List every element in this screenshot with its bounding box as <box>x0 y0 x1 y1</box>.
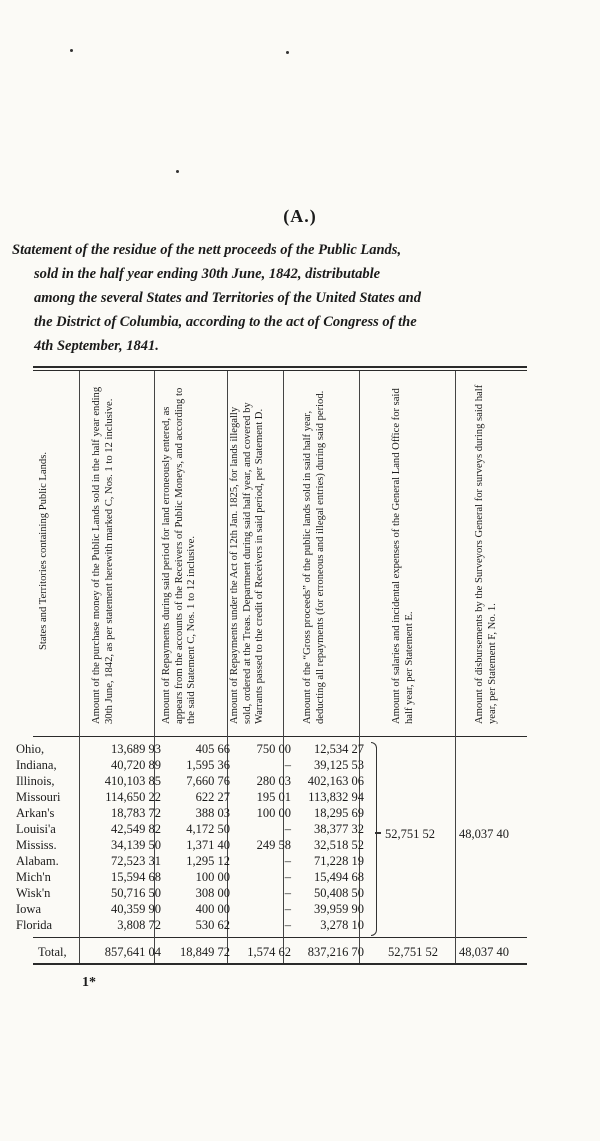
state-name: Louisi'a <box>16 822 56 836</box>
state-name: Alabam. <box>16 854 59 868</box>
column-header-salaries: Amount of salaries and incidental expenses of the General Land Office for said half year, per Statement E. <box>391 388 415 724</box>
cell-repayments-erroneous: 7,660 76 <box>186 774 230 788</box>
cell-repayments-erroneous: 388 03 <box>195 806 230 820</box>
cell-gross-proceeds: 3,278 10 <box>320 918 364 932</box>
cell-purchase: 18,783 72 <box>111 806 161 820</box>
cell-gross-proceeds: 50,408 50 <box>314 886 364 900</box>
cell-repayments-act: – <box>284 822 291 836</box>
cell-gross-proceeds: 402,163 06 <box>307 774 364 788</box>
column-header-surveyors: Amount of disbursements by the Surveyors General for surveys during said half year, per Statement F, No. 1. <box>474 384 498 724</box>
statement-line: among the several States and Territories of the United States and <box>34 290 421 306</box>
cell-repayments-act: 100 00 <box>256 806 291 820</box>
cell-repayments-act: – <box>284 854 291 868</box>
cell-repayments-erroneous: 405 66 <box>195 742 230 756</box>
cell-repayments-act: – <box>284 918 291 932</box>
column-divider <box>79 371 80 963</box>
cell-gross-proceeds: 39,125 53 <box>314 758 364 772</box>
cell-purchase: 13,689 93 <box>111 742 161 756</box>
state-name: Illinois, <box>16 774 55 788</box>
state-name: Missouri <box>16 790 61 804</box>
cell-repayments-erroneous: 400 00 <box>195 902 230 916</box>
table-bottom-rule <box>33 963 527 965</box>
cell-purchase: 50,716 50 <box>111 886 161 900</box>
header-bottom-rule <box>33 736 527 737</box>
table-top-rule <box>33 366 527 368</box>
cell-repayments-act: 195 01 <box>256 790 291 804</box>
cell-purchase: 34,139 50 <box>111 838 161 852</box>
cell-repayments-act: – <box>284 886 291 900</box>
table-top-rule <box>33 370 527 371</box>
totals-label: Total, <box>38 945 67 959</box>
state-name: Wisk'n <box>16 886 51 900</box>
cell-purchase: 72,523 31 <box>111 854 161 868</box>
column-header-repayments-erroneous: Amount of Repayments during said period for land erroneously entered, as appears from the accounts of the Receivers of Public Moneys, and according to the said Statement C, Nos. 1 to 12 inclusive. <box>161 387 197 724</box>
cell-purchase: 40,359 90 <box>111 902 161 916</box>
proceeds-table <box>16 366 527 966</box>
bracket <box>375 832 381 834</box>
total-purchase: 857,641 04 <box>104 945 161 959</box>
print-speck <box>176 170 179 173</box>
cell-repayments-act: – <box>284 758 291 772</box>
cell-purchase: 410,103 85 <box>104 774 161 788</box>
column-header-gross-proceeds: Amount of the “Gross proceeds” of the public lands sold in said half year, deducting all repayments (for erroneous and illegal entries) during said period. <box>302 390 326 724</box>
totals-rule <box>33 937 527 938</box>
cell-purchase: 15,594 68 <box>111 870 161 884</box>
statement-line: Statement of the residue of the nett proceeds of the Public Lands, <box>12 242 402 258</box>
cell-repayments-erroneous: 4,172 50 <box>186 822 230 836</box>
statement-line: sold in the half year ending 30th June, 1842, distributable <box>34 266 381 282</box>
statement-line: the District of Columbia, according to the act of Congress of the <box>34 314 417 330</box>
state-name: Florida <box>16 918 53 932</box>
cell-repayments-act: – <box>284 870 291 884</box>
state-name: Ohio, <box>16 742 45 756</box>
cell-repayments-erroneous: 1,295 12 <box>186 854 230 868</box>
cell-purchase: 3,808 72 <box>117 918 161 932</box>
salaries-amount: 52,751 52 <box>385 827 435 841</box>
cell-gross-proceeds: 32,518 52 <box>314 838 364 852</box>
total-surveyors: 48,037 40 <box>459 945 509 959</box>
cell-gross-proceeds: 113,832 94 <box>308 790 364 804</box>
statement-line: 4th September, 1841. <box>34 338 159 354</box>
cell-gross-proceeds: 12,534 27 <box>314 742 364 756</box>
state-name: Mississ. <box>16 838 57 852</box>
cell-repayments-erroneous: 100 00 <box>195 870 230 884</box>
total-repayments-erroneous: 18,849 72 <box>180 945 230 959</box>
column-header-purchase: Amount of the purchase money of the Public Lands sold in the half year ending 30th June, 1842, as per statement herewith marked C, Nos. 1 to 12 inclusive. <box>91 386 115 724</box>
state-name: Mich'n <box>16 870 51 884</box>
cell-gross-proceeds: 39,959 90 <box>314 902 364 916</box>
cell-repayments-erroneous: 1,595 36 <box>186 758 230 772</box>
cell-purchase: 40,720 89 <box>111 758 161 772</box>
cell-gross-proceeds: 71,228 19 <box>314 854 364 868</box>
total-gross-proceeds: 837,216 70 <box>307 945 364 959</box>
column-divider <box>455 371 456 963</box>
column-header-states: States and Territories containing Public Lands. <box>38 452 49 650</box>
cell-repayments-erroneous: 308 00 <box>195 886 230 900</box>
cell-repayments-erroneous: 530 62 <box>195 918 230 932</box>
total-salaries: 52,751 52 <box>388 945 438 959</box>
cell-gross-proceeds: 38,377 32 <box>314 822 364 836</box>
cell-purchase: 42,549 82 <box>111 822 161 836</box>
bracket <box>371 742 377 936</box>
state-name: Indiana, <box>16 758 57 772</box>
cell-repayments-act: 750 00 <box>256 742 291 756</box>
print-speck <box>70 49 73 52</box>
cell-gross-proceeds: 15,494 68 <box>314 870 364 884</box>
cell-repayments-act: 249 58 <box>256 838 291 852</box>
document-heading: (A.) <box>283 206 317 226</box>
cell-repayments-erroneous: 622 27 <box>195 790 230 804</box>
cell-gross-proceeds: 18,295 69 <box>314 806 364 820</box>
signature-mark: 1* <box>82 975 96 990</box>
column-header-repayments-act: Amount of Repayments under the Act of 12th Jan. 1825, for lands illegally sold, ordered at the Treas. Department during said half year, and covered by Warrants passed to the credit of Receivers in said period, per Statement D. <box>229 402 265 724</box>
cell-repayments-erroneous: 1,371 40 <box>186 838 230 852</box>
total-repayments-act: 1,574 62 <box>247 945 291 959</box>
cell-purchase: 114,650 22 <box>105 790 161 804</box>
state-name: Iowa <box>16 902 41 916</box>
cell-repayments-act: 280 03 <box>256 774 291 788</box>
surveyors-amount: 48,037 40 <box>459 827 509 841</box>
cell-repayments-act: – <box>284 902 291 916</box>
statement-title <box>12 238 522 358</box>
state-name: Arkan's <box>16 806 55 820</box>
print-speck <box>286 51 289 54</box>
